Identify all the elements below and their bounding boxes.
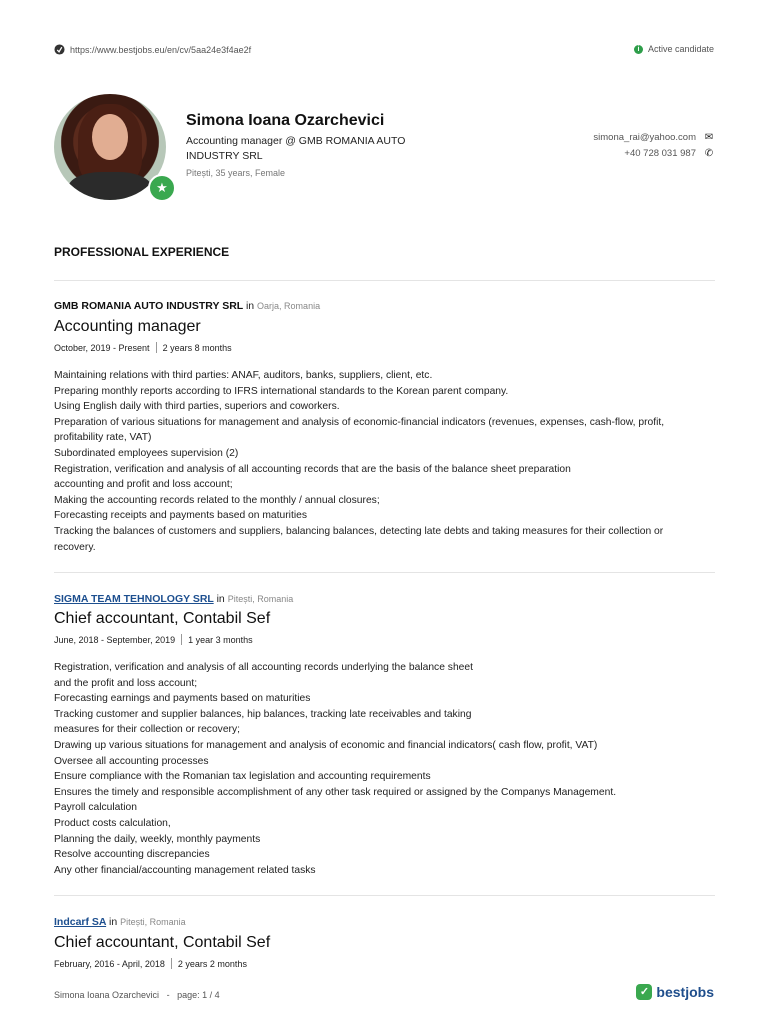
desc-line: Oversee all accounting processes <box>54 755 209 767</box>
desc-line: profitability rate, VAT) <box>54 432 152 444</box>
job-title-2: Chief accountant, Contabil Sef <box>54 610 271 627</box>
job-period: October, 2019 - Present <box>54 342 150 353</box>
cv-url-text[interactable]: https://www.bestjobs.eu/en/cv/5aa24e3f4ae2f <box>70 44 252 55</box>
company-in: in <box>109 916 118 928</box>
phone-icon: ✆ <box>704 148 714 159</box>
desc-line: measures for their collection or recovery; <box>54 724 240 736</box>
job-duration: 2 years 2 months <box>177 958 247 969</box>
footer-page-number: page: 1 / 4 <box>177 990 220 1000</box>
footer-name: Simona Ioana Ozarchevici <box>54 990 160 1000</box>
job-period: June, 2018 - September, 2019 <box>54 634 176 645</box>
desc-line: Tracking customer and supplier balances, hip balances, tracking late receivables and taking <box>54 708 472 720</box>
job-company-2 <box>54 593 293 605</box>
divider <box>54 280 715 281</box>
company-link[interactable]: SIGMA TEAM TEHNOLOGY SRL <box>54 593 214 605</box>
contact-email[interactable] <box>593 132 714 143</box>
footer-page-info <box>54 990 220 1000</box>
desc-line: accounting and profit and loss account; <box>54 479 233 491</box>
bestjobs-logo-text: bestjobs <box>656 984 714 1000</box>
company-location: Pitești, Romania <box>120 917 186 927</box>
job-description-1 <box>54 368 714 555</box>
job-dates-3 <box>54 958 247 969</box>
bestjobs-logo[interactable] <box>636 984 714 1000</box>
envelope-icon: ✉ <box>704 132 714 143</box>
job-duration: 1 year 3 months <box>188 634 253 645</box>
divider <box>54 572 715 573</box>
phone-text[interactable]: +40 728 031 987 <box>624 148 696 159</box>
company-name: GMB ROMANIA AUTO INDUSTRY SRL <box>54 300 244 312</box>
job-dates-2 <box>54 634 253 645</box>
desc-line: Planning the daily, weekly, monthly payments <box>54 833 261 845</box>
desc-line: Making the accounting records related to the monthly / annual closures; <box>54 494 380 506</box>
email-text[interactable]: simona_rai@yahoo.com <box>593 132 696 143</box>
section-title: PROFESSIONAL EXPERIENCE <box>54 245 230 259</box>
star-icon: ★ <box>148 174 176 202</box>
bestjobs-logo-icon <box>54 44 65 55</box>
job-company-1 <box>54 300 320 312</box>
bestjobs-logo-icon: ✓ <box>636 984 652 1000</box>
desc-line: Using English daily with third parties, superiors and coworkers. <box>54 401 340 413</box>
desc-line: and the profit and loss account; <box>54 677 198 689</box>
desc-line: Ensures the timely and responsible accomplishment of any other task required or assigned by the Companys Management. <box>54 786 617 798</box>
desc-line: Forecasting receipts and payments based on maturities <box>54 510 307 522</box>
desc-line: Preparation of various situations for management and analysis of economic-financial indicators (revenues, expenses, cash-flow, profit, <box>54 416 665 428</box>
desc-line: Registration, verification and analysis of all accounting records that are the basis of the balance sheet preparation <box>54 463 571 475</box>
footer-separator: - <box>166 990 170 1000</box>
desc-line: Maintaining relations with third parties: ANAF, auditors, banks, suppliers, client, etc. <box>54 370 433 381</box>
candidate-meta: Pitești, 35 years, Female <box>186 168 286 178</box>
desc-line: recovery. <box>54 541 96 553</box>
contact-phone[interactable] <box>624 148 714 159</box>
desc-line: Product costs calculation, <box>54 817 171 829</box>
desc-line: Payroll calculation <box>54 802 137 814</box>
job-duration: 2 years 8 months <box>162 342 232 353</box>
desc-line: Drawing up various situations for management and analysis of economic and financial indicators( cash flow, profit, VAT) <box>54 739 598 751</box>
desc-line: Registration, verification and analysis of all accounting records underlying the balance sheet <box>54 662 473 673</box>
candidate-status-text: Active candidate <box>647 44 714 54</box>
desc-line: Forecasting earnings and payments based on maturities <box>54 693 311 705</box>
candidate-name: Simona Ioana Ozarchevici <box>186 112 385 129</box>
candidate-status <box>634 44 714 54</box>
cv-url[interactable] <box>54 44 251 55</box>
desc-line: Subordinated employees supervision (2) <box>54 447 239 459</box>
desc-line: Tracking the balances of customers and suppliers, balancing balances, detecting late debts and taking measures for their collection or <box>54 525 664 537</box>
info-icon: i <box>634 45 643 54</box>
job-dates-1 <box>54 342 232 353</box>
candidate-role: Accounting manager @ GMB ROMANIA AUTO INDUSTRY SRL <box>186 135 406 162</box>
job-description-2 <box>54 660 714 878</box>
company-link[interactable]: Indcarf SA <box>54 916 107 928</box>
company-location: Oarja, Romania <box>257 301 321 311</box>
job-period: February, 2016 - April, 2018 <box>54 958 165 969</box>
job-title-3: Chief accountant, Contabil Sef <box>54 934 271 951</box>
desc-line: Resolve accounting discrepancies <box>54 849 210 861</box>
job-title-1: Accounting manager <box>54 318 201 335</box>
company-in: in <box>216 593 225 605</box>
desc-line: Ensure compliance with the Romanian tax legislation and accounting requirements <box>54 771 431 783</box>
divider <box>54 895 715 896</box>
job-company-3 <box>54 916 186 928</box>
desc-line: Any other financial/accounting management related tasks <box>54 864 316 876</box>
company-in: in <box>245 300 255 312</box>
desc-line: Preparing monthly reports according to IFRS international standards to the Korean parent company. <box>54 385 509 397</box>
company-location: Pitești, Romania <box>227 594 294 604</box>
